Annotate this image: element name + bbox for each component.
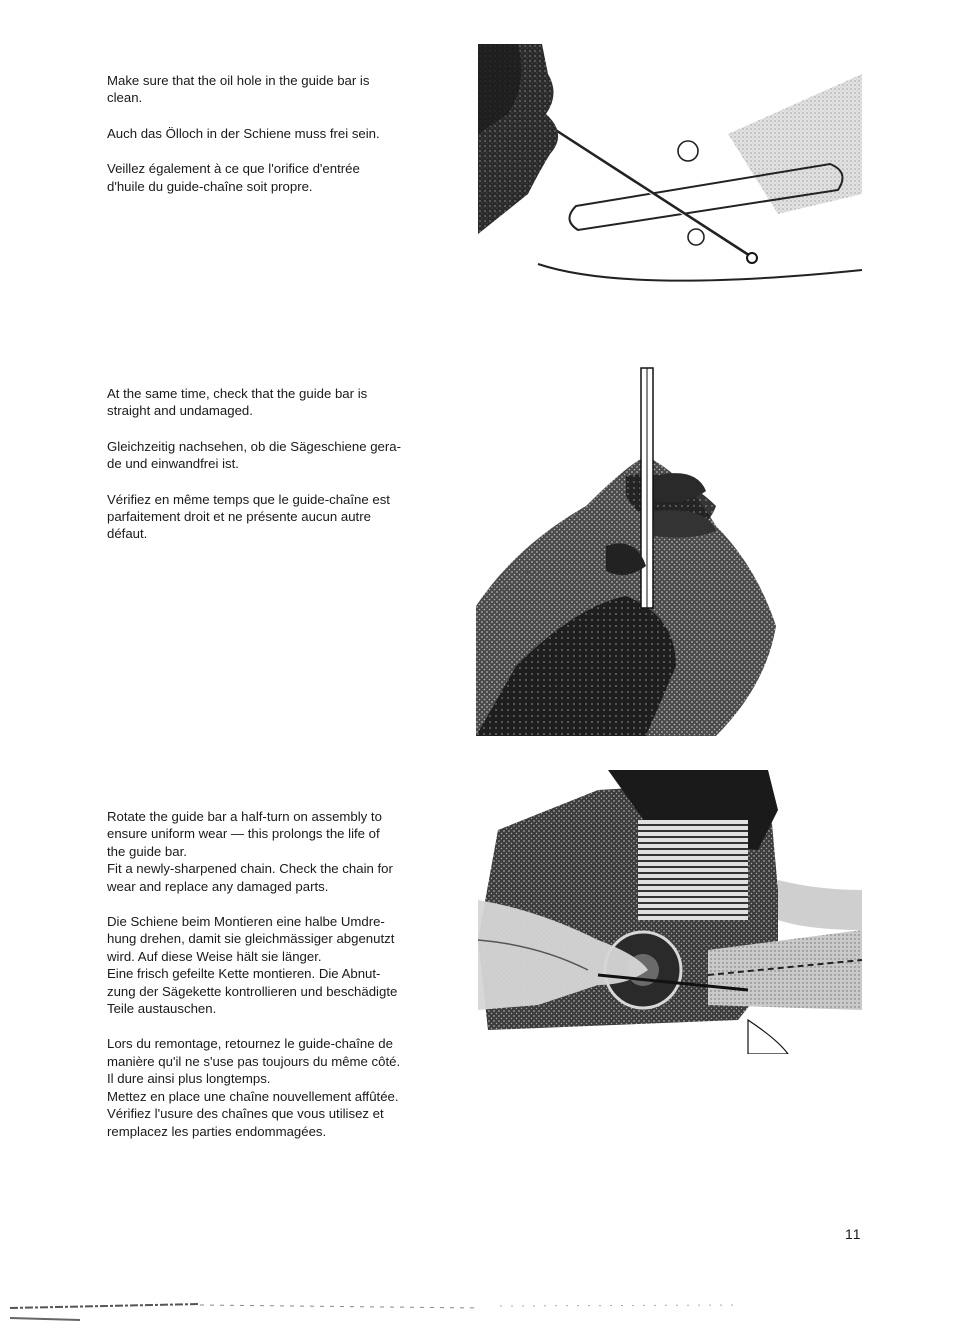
scan-noise — [0, 1300, 954, 1335]
text-line: ensure uniform wear — this prolongs the life of — [107, 826, 380, 842]
text-line: Gleichzeitig nachsehen, ob die Sägeschiene gera- — [107, 438, 401, 454]
paragraph-en — [107, 808, 454, 895]
text-line: Teile austauschen. — [107, 1001, 217, 1017]
section-1-text — [107, 72, 454, 195]
paragraph-en — [107, 72, 454, 107]
text-line: Make sure that the oil hole in the guide bar is — [107, 73, 370, 88]
text-line: Vérifiez en même temps que le guide-chaîne est — [107, 491, 390, 507]
chainsaw-assembly-photo — [478, 770, 862, 1054]
paragraph-fr — [107, 1035, 454, 1139]
text-line: hung drehen, damit sie gleichmässiger abgenutzt — [107, 931, 395, 947]
text-line: the guide bar. — [107, 843, 187, 859]
text-line: Lors du remontage, retournez le guide-chaîne de — [107, 1036, 393, 1052]
text-line: Vérifiez l'usure des chaînes que vous utilisez et — [107, 1106, 384, 1122]
page-number: 11 — [845, 1226, 862, 1242]
text-line: Die Schiene beim Montieren eine halbe Umdre- — [107, 914, 385, 930]
text-line: remplacez les parties endommagées. — [107, 1123, 327, 1139]
text-line: zung der Sägekette kontrollieren und beschädigte — [107, 983, 398, 999]
text-line: Mettez en place une chaîne nouvellement affûtée. — [107, 1088, 399, 1104]
paragraph-de — [107, 913, 454, 1017]
paragraph-de — [107, 125, 454, 142]
text-line: clean. — [107, 90, 143, 106]
paragraph-fr — [107, 160, 454, 195]
text-line: défaut. — [107, 526, 148, 542]
text-line: Auch das Ölloch in der Schiene muss frei sein. — [107, 125, 380, 141]
guide-bar-oil-hole-photo — [478, 44, 864, 290]
text-line: wear and replace any damaged parts. — [107, 878, 329, 894]
section-3-text — [107, 808, 454, 1140]
text-line: At the same time, check that the guide bar is — [107, 386, 368, 401]
text-line: de und einwandfrei ist. — [107, 456, 239, 472]
paragraph-de — [107, 438, 454, 473]
text-line: Il dure ainsi plus longtemps. — [107, 1071, 271, 1087]
paragraph-en — [107, 385, 454, 420]
guide-bar-straightness-photo — [476, 366, 782, 736]
text-line: parfaitement droit et ne présente aucun autre — [107, 509, 371, 525]
section-2-text — [107, 385, 454, 543]
text-line: Veillez également à ce que l'orifice d'entrée — [107, 161, 360, 177]
text-line: Fit a newly-sharpened chain. Check the chain for — [107, 861, 393, 877]
text-line: Rotate the guide bar a half-turn on assembly to — [107, 809, 382, 824]
text-line: d'huile du guide-chaîne soit propre. — [107, 178, 313, 194]
text-line: straight and undamaged. — [107, 403, 253, 419]
text-line: Eine frisch gefeilte Kette montieren. Die Abnut- — [107, 966, 381, 982]
text-line: wird. Auf diese Weise hält sie länger. — [107, 948, 322, 964]
paragraph-fr — [107, 491, 454, 543]
text-line: manière qu'il ne s'use pas toujours du même côté. — [107, 1053, 401, 1069]
